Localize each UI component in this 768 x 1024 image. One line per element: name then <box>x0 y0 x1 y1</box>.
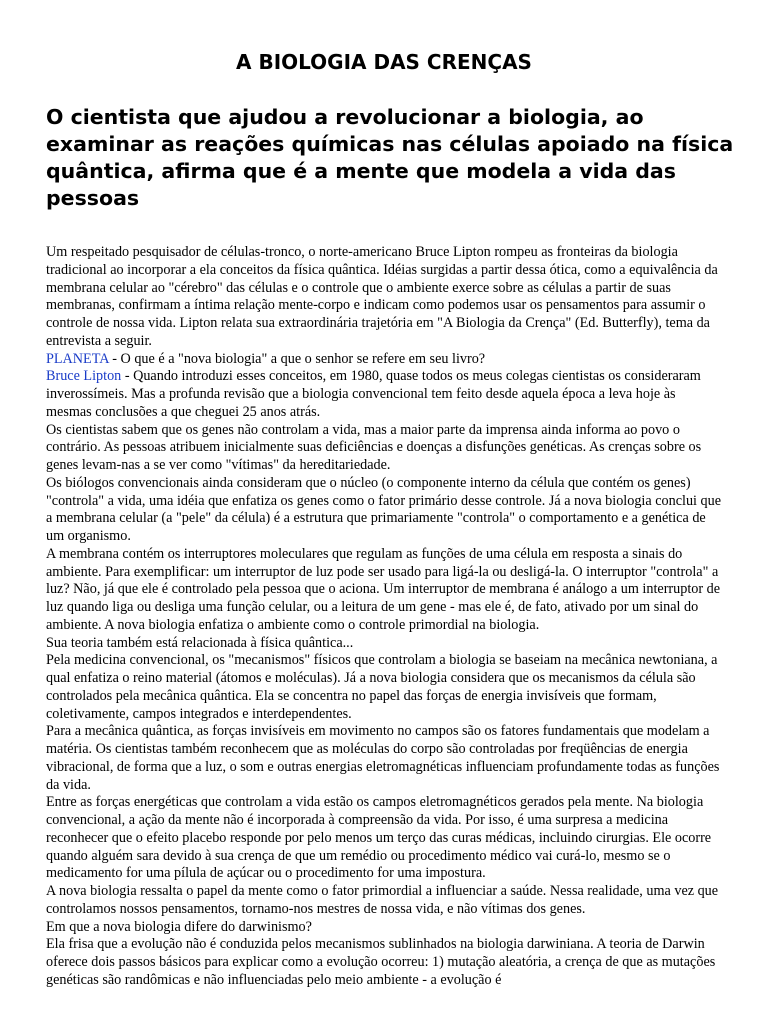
paragraph <box>46 546 722 635</box>
paragraph <box>46 635 722 653</box>
paragraph-text: - Quando introduzi esses conceitos, em 1980, quase todos os meus colegas cientistas os consideraram inverossímeis. Mas a profunda revisão que a biologia convencional tem feito desde aquela época a leva hoje às mesmas conclusões a que cheguei 25 anos atrás. <box>46 368 701 420</box>
paragraph-text: Os cientistas sabem que os genes não controlam a vida, mas a maior parte da imprensa ainda informa ao povo o contrário. As pessoas atribuem inicialmente suas deficiências e doenças a disfunções genéticas. As crenças sobre os genes levam-nas a se ver como "vítimas" da hereditariedade. <box>46 421 702 473</box>
paragraph-text: Pela medicina convencional, os "mecanismos" físicos que controlam a biologia se baseiam na mecânica newtoniana, a qual enfatiza o reino material (átomos e moléculas). Já a nova biologia considera que os mecanismos da célula são controlados pela mecânica quântica. Ela se concentra no papel das forças de energia invisíveis que formam, coletivamente, campos integrados e interdependentes. <box>46 652 718 722</box>
article-body <box>46 244 722 990</box>
paragraph <box>46 936 722 989</box>
paragraph-text: Os biólogos convencionais ainda consideram que o núcleo (o componente interno da célula que contém os genes) "controla" a vida, uma idéia que enfatiza os genes como o fator primário desse controle. Já a nova biologia conclui que a membrana celular (a "pele" da célula) é a estrutura que primariamente "controla" o comportamento e a genética de um organismo. <box>46 474 722 544</box>
paragraph-text: A membrana contém os interruptores moleculares que regulam as funções de uma célula em resposta a sinais do ambiente. Para exemplificar: um interruptor de luz pode ser usado para ligá-la ou desligá-la. O interruptor "controla" a luz? Não, já que ele é controlado pela pessoa que o aciona. Um interruptor de membrana é análogo a um interruptor de luz quando liga ou desliga uma função celular, ou a leitura de um gene - mas ele é, de fato, ativado por um sinal do ambiente. A nova biologia enfatiza o ambiente como o controle primordial na biologia. <box>46 545 721 633</box>
paragraph-text: Sua teoria também está relacionada à física quântica... <box>46 634 354 651</box>
paragraph-text: Para a mecânica quântica, as forças invisíveis em movimento no campos são os fatores fundamentais que modelam a matéria. Os cientistas também reconhecem que as moléculas do corpo são controladas por freqüências de energia vibracional, de forma que a luz, o som e outras energias eletromagnéticas influenciam profundamente todas as funções da vida. <box>46 723 720 793</box>
paragraph-text: A nova biologia ressalta o papel da mente como o fator primordial a influenciar a saúde. Nessa realidade, uma vez que controlamos nossos pensamentos, tornamo-nos mestres de nossa vida, e não vítimas dos genes. <box>46 883 719 917</box>
speaker-label: PLANETA <box>46 350 109 367</box>
paragraph-text: - O que é a "nova biologia" a que o senhor se refere em seu livro? <box>108 350 486 367</box>
paragraph <box>46 883 722 919</box>
paragraph-text: Ela frisa que a evolução não é conduzida pelos mecanismos sublinhados na biologia darwiniana. A teoria de Darwin oferece dois passos básicos para explicar como a evolução ocorreu: 1) mutação aleatória, a crença de que as mutações genéticas são randômicas e não influenciadas pelo meio ambiente - a evolução é <box>46 936 716 988</box>
paragraph <box>46 351 722 369</box>
paragraph-text: Entre as forças energéticas que controlam a vida estão os campos eletromagnéticos gerados pela mente. Na biologia convencional, a ação da mente não é incorporada à compreensão da vida. Por isso, é uma surpresa a medicina reconhecer que o efeito placebo responde por pelo menos um terço das curas médicas, incluindo cirurgias. Ele ocorre quando alguém sara devido à sua crença de que um remédio ou procedimento médico vai curá-lo, mesmo se o medicamento for uma pílula de açúcar ou o procedimento for uma impostura. <box>46 794 712 882</box>
paragraph <box>46 919 722 937</box>
document-subtitle: O cientista que ajudou a revolucionar a biologia, ao examinar as reações químicas nas células apoiado na física quântica, afirma que é a mente que modela a vida das pessoas <box>46 105 734 210</box>
paragraph <box>46 652 722 723</box>
paragraph <box>46 244 722 351</box>
paragraph <box>46 422 722 475</box>
paragraph <box>46 794 722 883</box>
paragraph <box>46 723 722 794</box>
speaker-label: Bruce Lipton <box>46 368 122 385</box>
paragraph <box>46 475 722 546</box>
paragraph-text: Em que a nova biologia difere do darwinismo? <box>46 918 312 935</box>
paragraph-text: Um respeitado pesquisador de células-tronco, o norte-americano Bruce Lipton rompeu as fronteiras da biologia tradicional ao incorporar a ela conceitos da física quântica. Idéias surgidas a partir dessa ótica, como a equivalência da membrana celular ao "cérebro" das células e o controle que o ambiente exerce sobre as células a partir de suas membranas, confirmam a íntima relação mente-corpo e indicam como podemos usar os pensamentos para assumir o controle de nossa vida. Lipton relata sua extraordinária trajetória em "A Biologia da Crença" (Ed. Butterfly), tema da entrevista a seguir. <box>46 244 718 349</box>
document-title: A BIOLOGIA DAS CRENÇAS <box>236 50 532 74</box>
paragraph <box>46 368 722 421</box>
